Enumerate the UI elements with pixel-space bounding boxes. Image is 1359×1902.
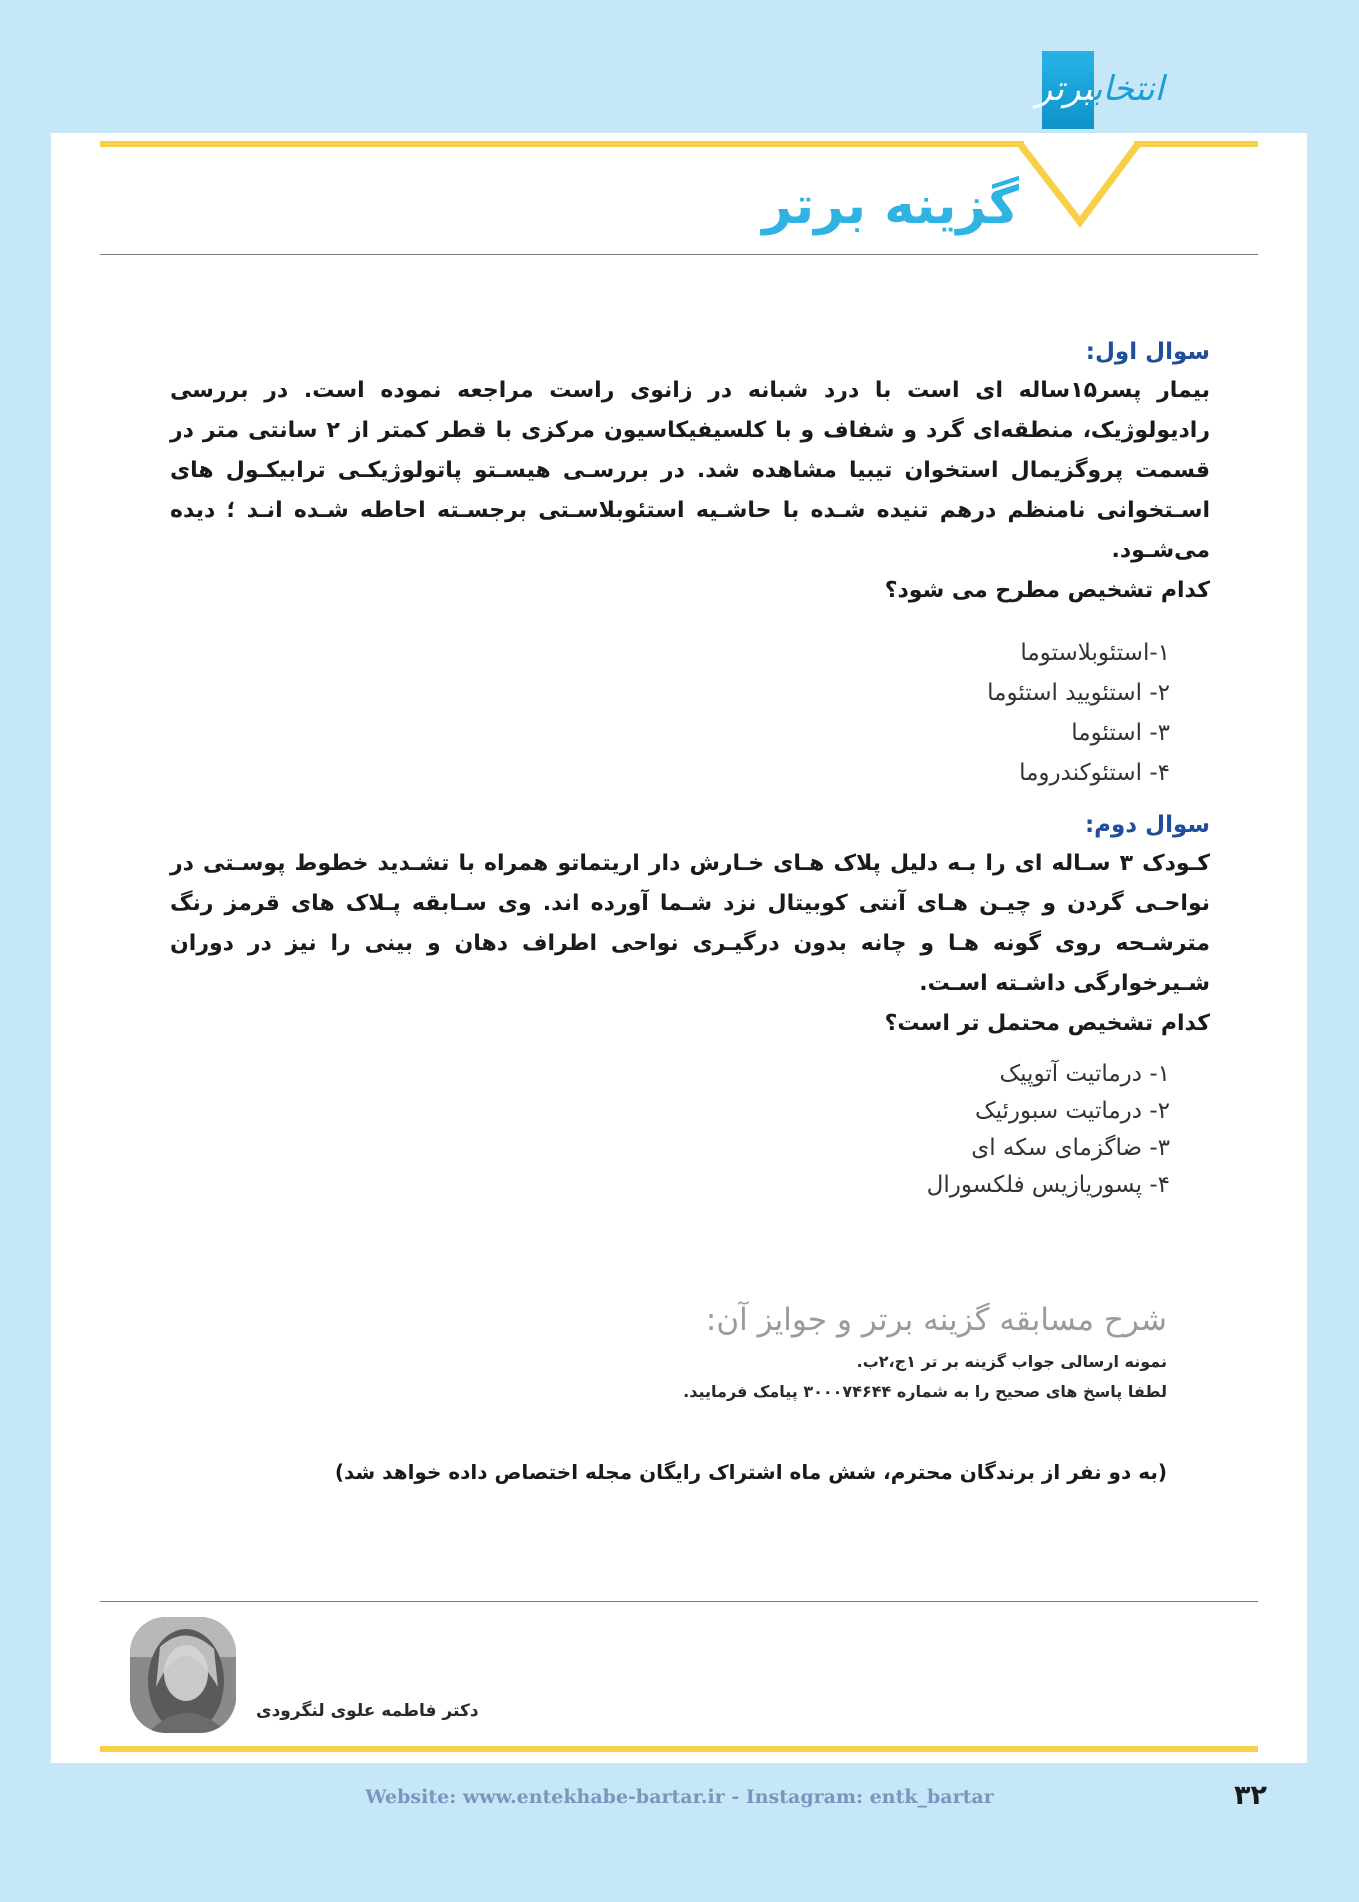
contest-rules-sample: نمونه ارسالی جواب گزینه بر تر ۱ج،۲ب. [856, 1352, 1167, 1371]
question-1-text: بیمار پسر۱۵ساله ای است با درد شبانه در زانوی راست مراجعه نموده است. در بررسی رادیولوژیک، منطقه‌ای گرد و شفاف و با کلسیفیکاسیون مرکزی با قطر کمتر از ۲ سانتی متر در قسمت پروگزیمال استخوان تیبیا مشاهده شد. در بررسـی هیسـتو پاتولوژیکـی ترابیکـول های اسـتخوانی نامنظم درهم تنیده شـده با حاشـیه استئوبلاسـتی برجسـته احاطه شـده انـد ؛ دیده می‌شـود. [170, 378, 1210, 563]
question-1 [170, 333, 1210, 793]
author-avatar [130, 1617, 236, 1733]
option-item: ۲- درماتیت سبورئیک [974, 1098, 1170, 1124]
header-rule-left [100, 141, 1024, 147]
option-item: ۱- درماتیت آتوپیک [999, 1061, 1170, 1087]
option-item: ۳- ضاگزمای سکه ای [971, 1135, 1170, 1161]
header-notch [1016, 136, 1142, 232]
option-item: ۱-استئوبلاستوما [1020, 640, 1170, 666]
question-1-label: سوال اول: [1085, 339, 1210, 365]
author-name: دکتر فاطمه علوی لنگرودی [256, 1701, 479, 1721]
question-2-prompt: کدام تشخیص محتمل تر است؟ [884, 1011, 1210, 1036]
footer-divider [100, 1601, 1258, 1602]
footer-rule [100, 1746, 1258, 1752]
avatar-portrait [130, 1617, 236, 1733]
question-2-options [170, 1056, 1210, 1204]
header-rule-right [1134, 141, 1258, 147]
page-number: ۳۲ [1234, 1780, 1267, 1811]
section-title: گزینه برتر [762, 176, 1019, 236]
contest-rules-instruction: لطفا پاسخ های صحیح را به شماره ۳۰۰۰۷۴۶۴۴ پیامک فرمایید. [683, 1382, 1167, 1401]
contest-prize-note: (به دو نفر از برندگان محترم، شش ماه اشتراک رایگان مجله اختصاص داده خواهد شد) [334, 1460, 1167, 1484]
question-2-text: کـودک ۳ سـاله ای را بـه دلیل پلاک هـای خـارش دار اریتماتو همراه با تشـدید خطوط پوسـتی در نواحـی گردن و چیـن هـای آنتی کوبیتال نزد شـما آورده اند. وی سـابقه پـلاک های قرمز رنگ مترشـحه روی گونه هـا و چانه بدون درگیـری نواحی اطراف دهان و بینی را نیز در دوران شـیرخوارگی داشـته اسـت. [170, 851, 1210, 996]
footer-website: Website: www.entekhabe-bartar.ir - Instagram: entk_bartar [365, 1786, 994, 1808]
question-2-label: سوال دوم: [1084, 812, 1210, 838]
title-divider [100, 254, 1258, 255]
question-2 [170, 806, 1210, 1204]
question-1-prompt: کدام تشخیص مطرح می شود؟ [884, 578, 1210, 603]
option-item: ۳- استئوما [1071, 720, 1170, 746]
brand-logo: انتخاببرتر [1035, 69, 1164, 109]
question-1-options [170, 633, 1210, 793]
option-item: ۲- استئویید استئوما [987, 680, 1170, 706]
option-item: ۴- استئوکندروما [1019, 760, 1170, 786]
option-item: ۴- پسوریازیس فلکسورال [926, 1172, 1170, 1198]
contest-rules-title: شرح مسابقه گزینه برتر و جوایز آن: [705, 1302, 1167, 1338]
